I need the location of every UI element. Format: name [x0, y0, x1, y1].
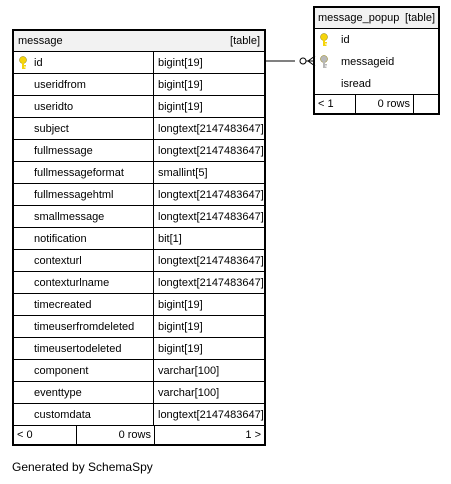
footer-row-count: 0 rows	[76, 426, 154, 444]
column-type: longtext[2147483647]	[158, 408, 264, 421]
message-table-type: [table]	[230, 35, 260, 47]
column-type: bigint[19]	[158, 100, 203, 113]
column-type: longtext[2147483647]	[158, 144, 264, 157]
message-popup-table-title: message_popup	[318, 12, 400, 24]
connector-optional-marker	[300, 58, 306, 64]
column-name: eventtype	[34, 386, 82, 399]
column-type: smallint[5]	[158, 166, 208, 179]
popup-footer-row-count: 0 rows	[355, 95, 413, 113]
column-type: longtext[2147483647]	[158, 122, 264, 135]
column-name: fullmessageformat	[34, 166, 124, 179]
column-type: longtext[2147483647]	[158, 254, 264, 267]
column-name: notification	[34, 232, 87, 245]
column-name: smallmessage	[34, 210, 105, 223]
column-name: component	[34, 364, 89, 377]
column-name: subject	[34, 122, 69, 135]
column-type: longtext[2147483647]	[158, 188, 264, 201]
column-name: timeusertodeleted	[34, 342, 122, 355]
column-type: varchar[100]	[158, 386, 220, 399]
column-type: longtext[2147483647]	[158, 210, 264, 223]
column-type: bigint[19]	[158, 342, 203, 355]
column-name: fullmessagehtml	[34, 188, 114, 201]
popup-column-name: isread	[341, 77, 371, 90]
message-table-title: message	[18, 35, 63, 47]
column-type: bit[1]	[158, 232, 182, 245]
column-name: contexturl	[34, 254, 82, 267]
column-type: bigint[19]	[158, 78, 203, 91]
column-name: timecreated	[34, 298, 92, 311]
column-name: id	[34, 56, 43, 69]
column-type: longtext[2147483647]	[158, 276, 264, 289]
column-name: contexturlname	[34, 276, 110, 289]
popup-footer-parents-link[interactable]: < 1	[318, 98, 334, 110]
popup-column-name: messageid	[341, 56, 395, 68]
popup-column-name: id	[341, 34, 350, 46]
column-name: timeuserfromdeleted	[34, 320, 135, 333]
message-popup-table-type: [table]	[405, 12, 435, 24]
column-name: useridto	[34, 100, 74, 113]
column-name: customdata	[34, 408, 91, 421]
footer-parents-link[interactable]: < 0	[17, 429, 33, 441]
column-type: bigint[19]	[158, 320, 203, 333]
generated-by-caption: Generated by SchemaSpy	[12, 460, 153, 474]
crowfoot-lower	[308, 61, 315, 66]
column-type: varchar[100]	[158, 364, 220, 377]
crowfoot-upper	[308, 56, 315, 61]
column-name: fullmessage	[34, 144, 93, 157]
column-type: bigint[19]	[158, 56, 203, 69]
column-name: useridfrom	[34, 78, 86, 91]
column-type: bigint[19]	[158, 298, 203, 311]
footer-children-link[interactable]: 1 >	[154, 426, 264, 444]
